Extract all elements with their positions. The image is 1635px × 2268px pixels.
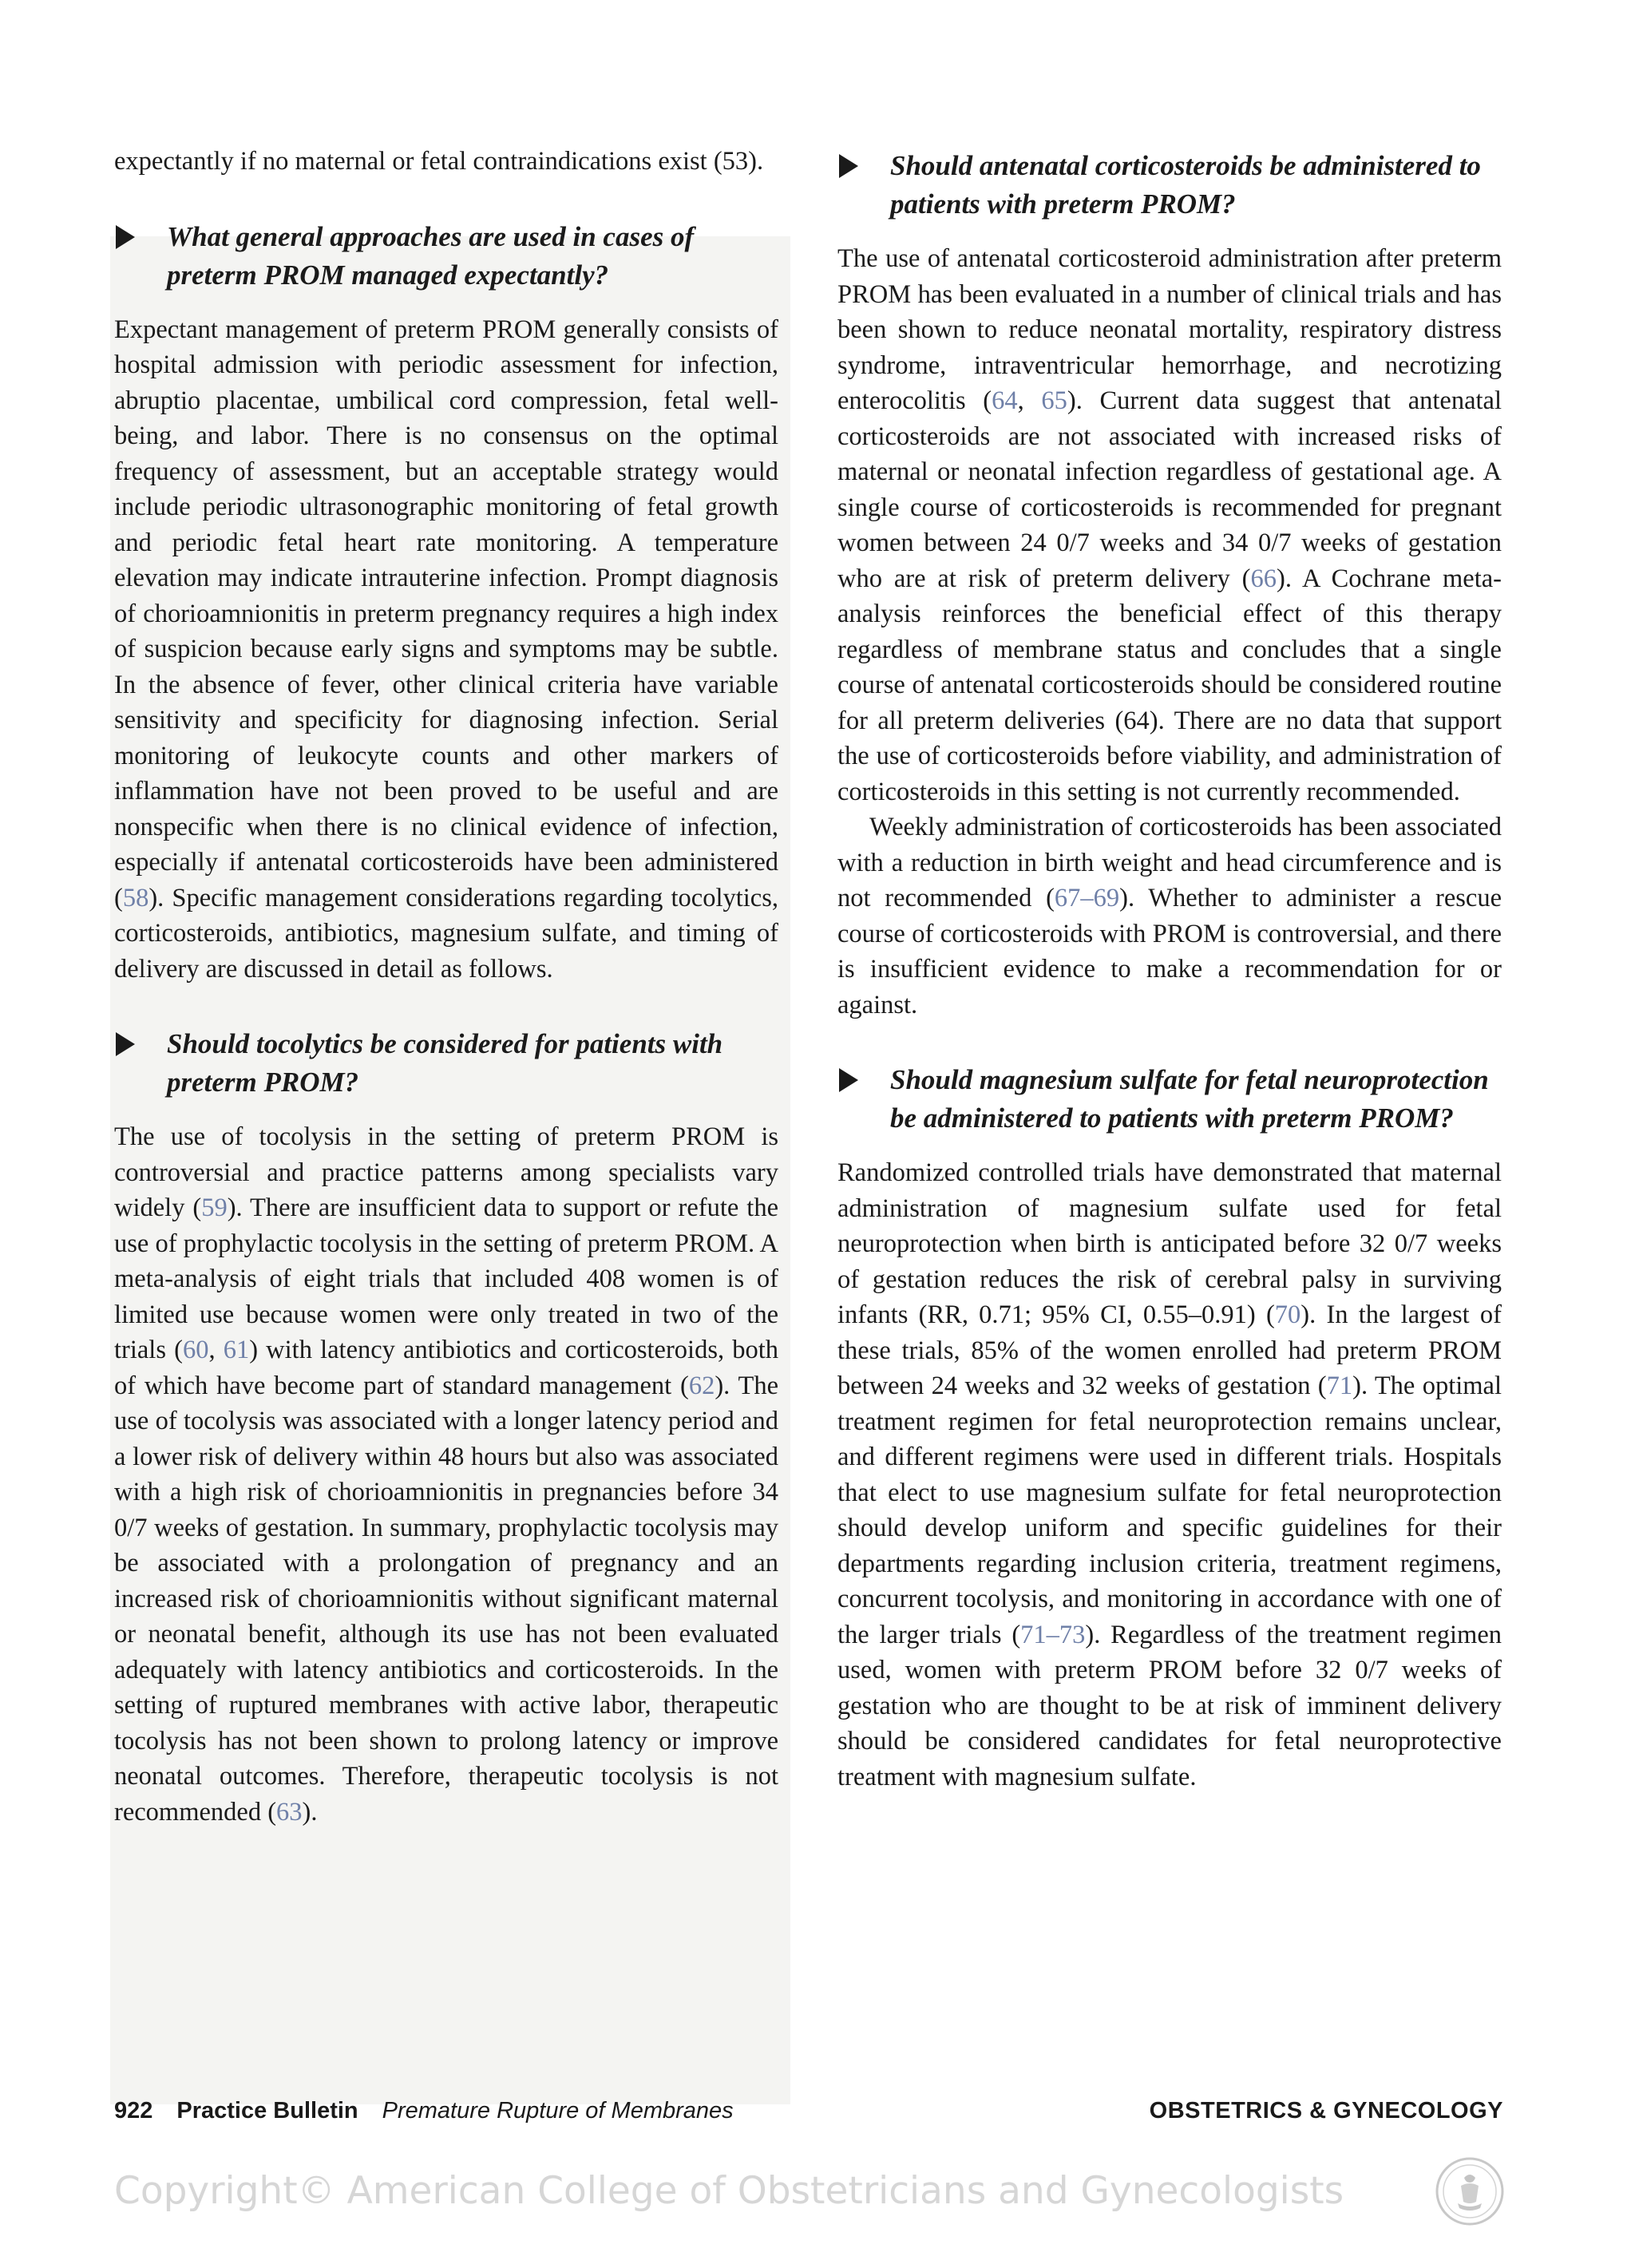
paragraph-expectant-management: Expectant management of preterm PROM generally consists of hospital admission with periodic assessment for infection, abruptio placentae, umbilical cord compression, fetal well-being, and labor. There is no consensus on the optimal frequency of assessment, but an acceptable strategy would include periodic ultrasonographic monitoring of fetal growth and periodic fetal heart rate monitoring. A temperature elevation may indicate intrauterine infection. Prompt diagnosis of chorioamnionitis in preterm pregnancy requires a high index of suspicion because early signs and symptoms may be subtle. In the absence of fever, other clinical criteria have variable sensitivity and specificity for diagnosing infection. Serial monitoring of leukocyte counts and other markers of inflammation have not been proved to be useful and are nonspecific when there is no clinical evidence of infection, especially if antenatal corticosteroids have been administered (58). Specific management considerations regarding tocolytics, corticosteroids, antibiotics, magnesium sulfate, and timing of delivery are discussed in detail as follows.: [114, 315, 778, 984]
triangle-right-icon: [839, 1068, 858, 1092]
reference-link[interactable]: 71: [1326, 1371, 1353, 1400]
reference-link[interactable]: 61: [223, 1336, 250, 1364]
question-heading-tocolytics: Should tocolytics be considered for patients with preterm PROM?: [114, 1025, 778, 1102]
question-heading-corticosteroids: Should antenatal corticosteroids be administered to patients with preterm PROM?: [837, 147, 1502, 224]
footer-topic: Premature Rupture of Membranes: [382, 2098, 734, 2124]
footer-journal: OBSTETRICS & GYNECOLOGY: [1149, 2098, 1503, 2124]
page-number: 922: [114, 2098, 153, 2124]
reference-link[interactable]: 67–69: [1054, 884, 1120, 912]
page-footer: [114, 2093, 1503, 2128]
triangle-right-icon: [116, 1032, 135, 1056]
reference-link[interactable]: 71–73: [1020, 1620, 1086, 1649]
acog-seal-icon: [1434, 2155, 1506, 2227]
reference-link[interactable]: 59: [201, 1193, 228, 1222]
reference-link[interactable]: 62: [688, 1371, 715, 1400]
reference-link[interactable]: 70: [1274, 1300, 1301, 1329]
question-heading-magnesium-sulfate: Should magnesium sulfate for fetal neuroprotection be administered to patients with preterm PROM?: [837, 1061, 1502, 1138]
question-heading-general-approaches: What general approaches are used in cases of preterm PROM managed expectantly?: [114, 218, 778, 295]
paragraph-weekly-administration: Weekly administration of corticosteroids has been associated with a reduction in birth weight and head circumference and is not recommended (67–69). Whether to administer a rescue course of corticosteroids with PROM is controversial, and there is insufficient evidence to make a recommendation for or against.: [837, 813, 1502, 1019]
right-column: [837, 144, 1502, 1795]
paragraph-continuation: expectantly if no maternal or fetal contraindications exist (53).: [114, 147, 764, 176]
paragraph-tocolysis: The use of tocolysis in the setting of preterm PROM is controversial and practice patterns among specialists vary widely (59). There are insufficient data to support or refute the use of prophylactic tocolysis in the setting of preterm PROM. A meta-analysis of eight trials that included 408 women is of limited use because women were only treated in two of the trials (60, 61) with latency antibiotics and corticosteroids, both of which have become part of standard management (62). The use of tocolysis was associated with a longer latency period and a lower risk of delivery within 48 hours but also was associated with a high risk of chorioamnionitis in pregnancies before 34 0/7 weeks of gestation. In summary, prophylactic tocolysis may be associated with a prolongation of pregnancy and an increased risk of chorioamnionitis without significant maternal or neonatal benefit, although its use has not been evaluated adequately with latency antibiotics and corticosteroids. In the setting of ruptured membranes with active labor, therapeutic tocolysis has not been shown to prolong latency or improve neonatal outcomes. Therefore, therapeutic tocolysis is not recommended (63).: [114, 1122, 779, 1827]
triangle-right-icon: [116, 225, 135, 249]
paragraph-magnesium-sulfate: Randomized controlled trials have demonstrated that maternal administration of magnesium sulfate used for fetal neuroprotection when birth is anticipated before 32 0/7 weeks of gestation reduces the risk of cerebral palsy in surviving infants (RR, 0.71; 95% CI, 0.55–0.91) (70). In the largest of these trials, 85% of the women enrolled had preterm PROM between 24 weeks and 32 weeks of gestation (71). The optimal treatment regimen for fetal neuroprotection remains unclear, and different regimens were used in different trials. Hospitals that elect to use magnesium sulfate for fetal neuroprotection should develop uniform and specific guidelines for their departments regarding inclusion criteria, treatment regimens, concurrent tocolysis, and monitoring in accordance with one of the larger trials (71–73). Regardless of the treatment regimen used, women with preterm PROM before 32 0/7 weeks of gestation who are thought to be at risk of imminent delivery should be considered candidates for fetal neuroprotective treatment with magnesium sulfate.: [837, 1158, 1502, 1791]
triangle-right-icon: [839, 154, 858, 178]
reference-link[interactable]: 64: [992, 386, 1018, 415]
footer-series: Practice Bulletin: [176, 2098, 358, 2124]
reference-link[interactable]: 65: [1041, 386, 1067, 415]
reference-link[interactable]: 66: [1250, 564, 1277, 593]
reference-link[interactable]: 58: [122, 883, 149, 912]
reference-link[interactable]: 63: [276, 1797, 303, 1827]
reference-link[interactable]: 60: [182, 1336, 209, 1364]
paragraph-antenatal-corticosteroids: The use of antenatal corticosteroid administration after preterm PROM has been evaluated in a number of clinical trials and has been shown to reduce neonatal mortality, respiratory distress syndrome, intraventricular hemorrhage, and necrotizing enterocolitis (64, 65). Current data suggest that antenatal corticosteroids are not associated with increased risks of maternal or neonatal infection regardless of gestational age. A single course of corticosteroids is recommended for pregnant women between 24 0/7 weeks and 34 0/7 weeks of gestation who are at risk of preterm delivery (66). A Cochrane meta-analysis reinforces the beneficial effect of this therapy regardless of membrane status and concludes that a single course of antenatal corticosteroids should be considered routine for all preterm deliveries (64). There are no data that support the use of corticosteroids before viability, and administration of corticosteroids in this setting is not currently recommended.: [837, 244, 1502, 806]
left-column: [114, 144, 778, 1830]
copyright-watermark: Copyright© American College of Obstetricians and Gynecologists: [114, 2169, 1344, 2213]
